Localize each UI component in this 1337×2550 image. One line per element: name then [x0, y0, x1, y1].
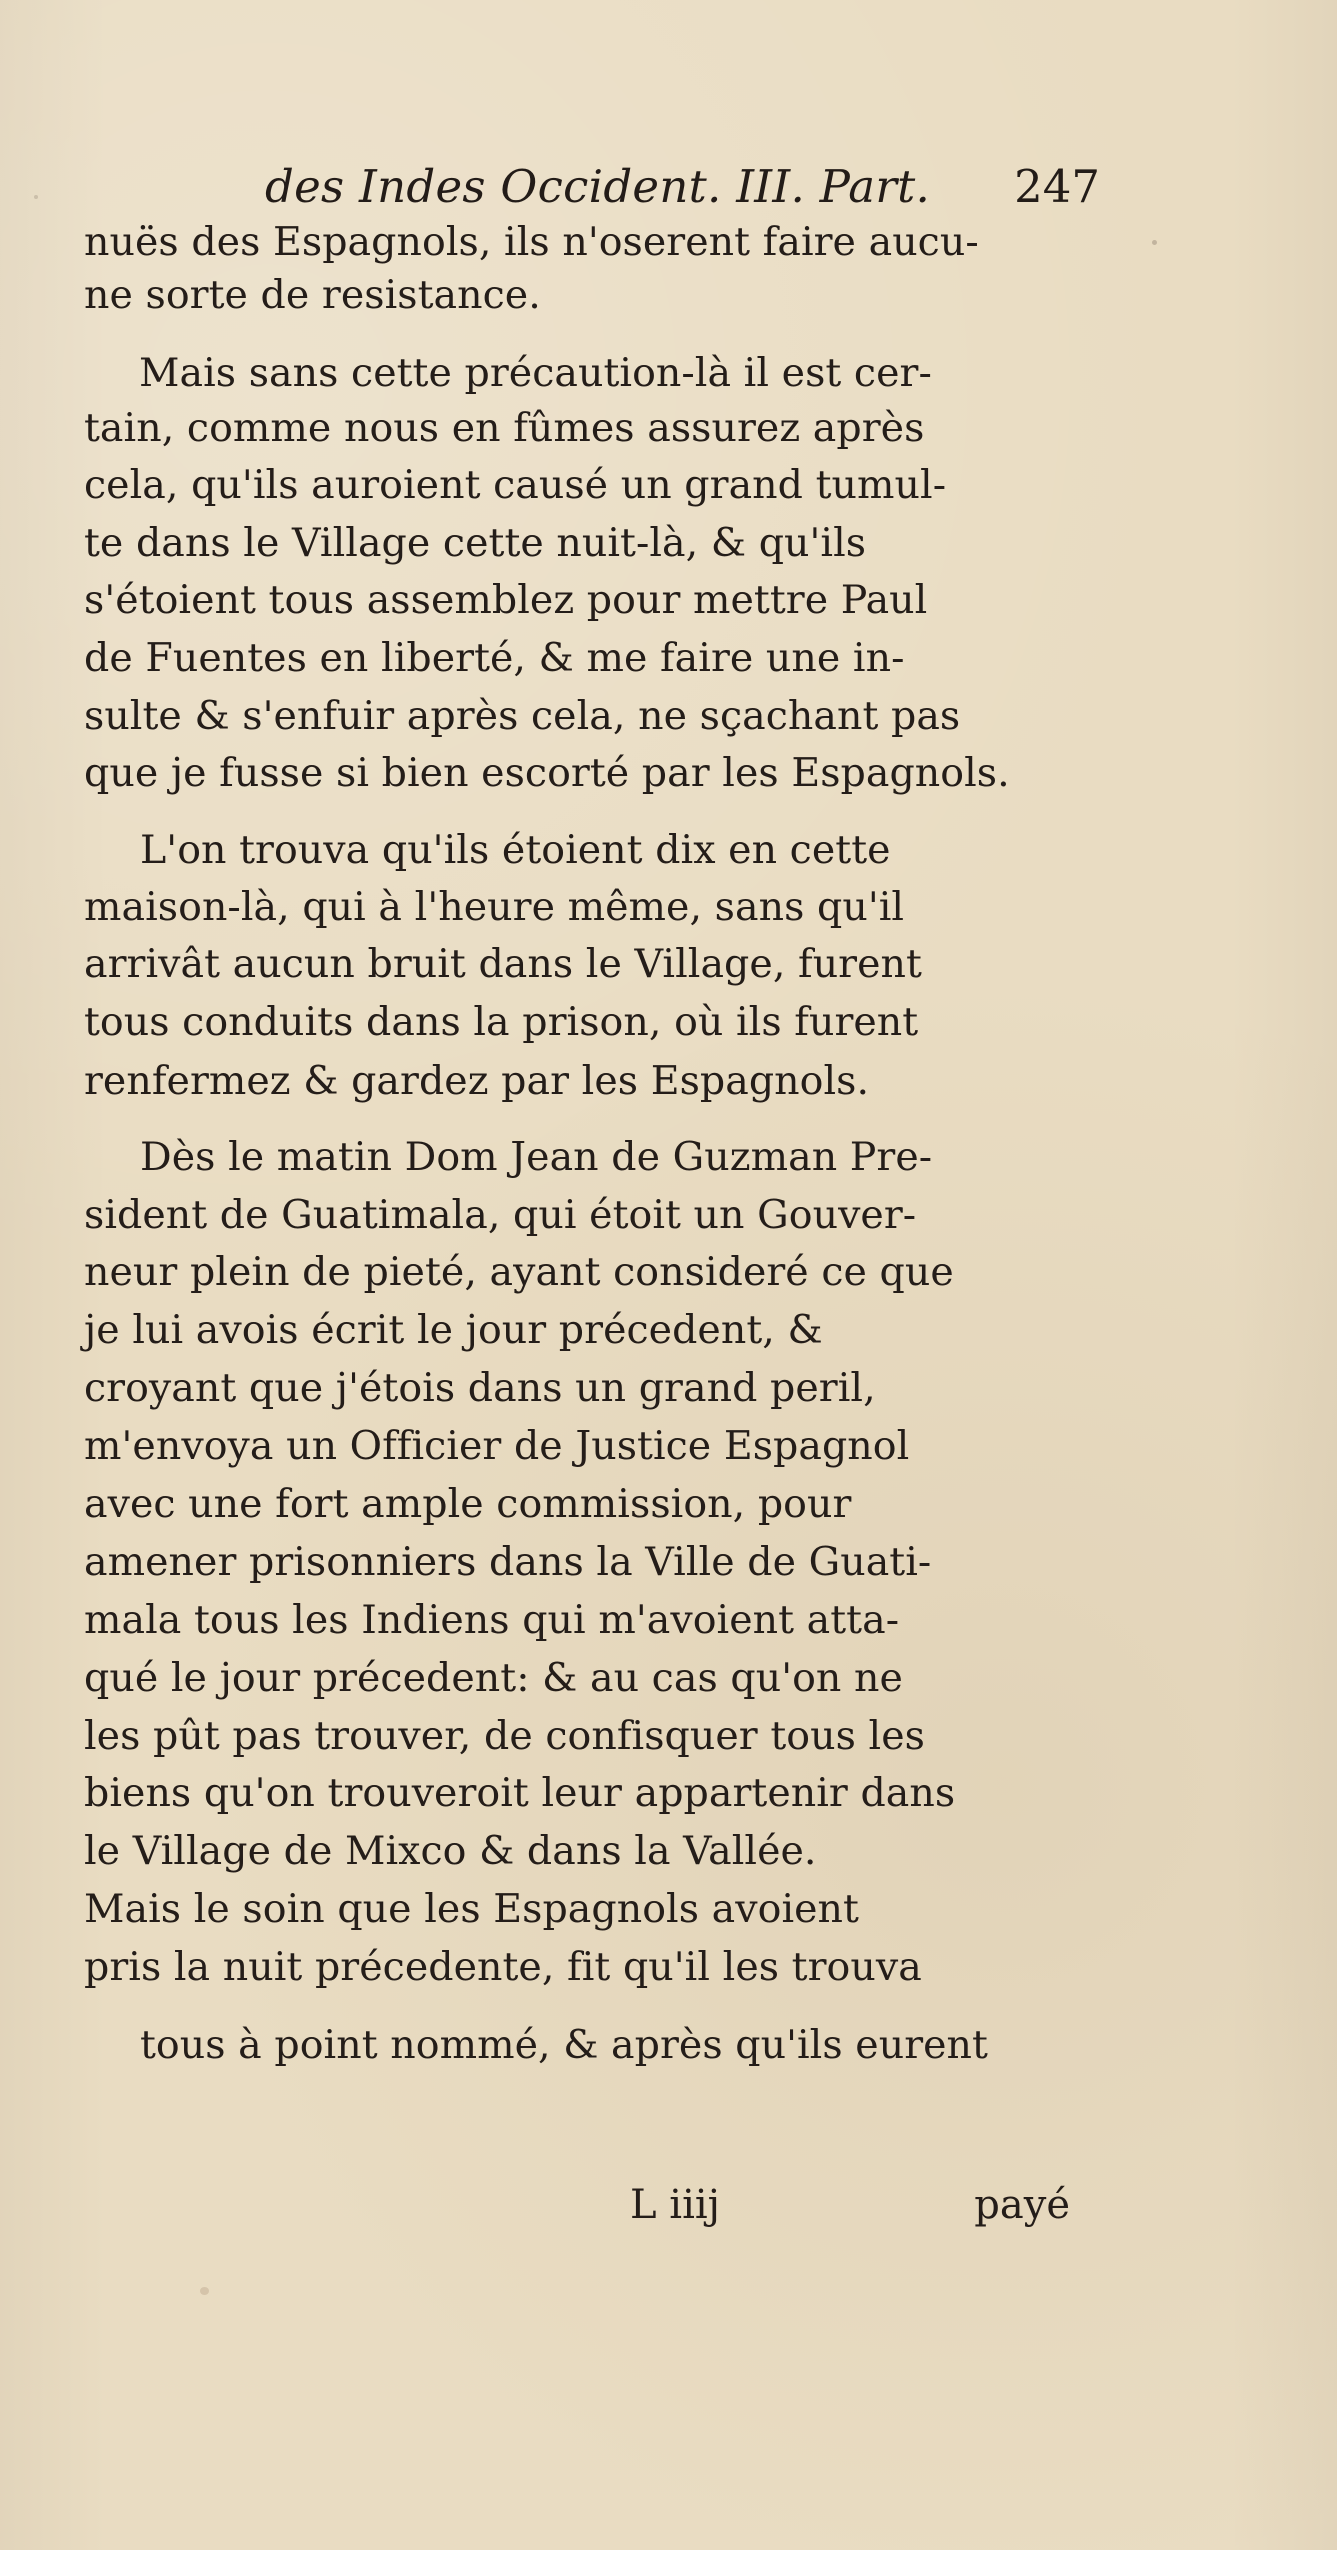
text-line: maison-là, qui à l'heure même, sans qu'il	[84, 884, 905, 930]
text-line: neur plein de pieté, ayant consideré ce que	[84, 1249, 954, 1295]
text-line: les pût pas trouver, de confisquer tous les	[84, 1713, 925, 1759]
page-text	[84, 219, 1064, 2209]
text-line: m'envoya un Officier de Justice Espagnol	[84, 1423, 910, 1469]
text-line: ne sorte de resistance.	[84, 272, 541, 318]
text-line: de Fuentes en liberté, & me faire une in-	[84, 635, 905, 681]
text-line: Dès le matin Dom Jean de Guzman Pre-	[140, 1134, 933, 1180]
text-line: sident de Guatimala, qui étoit un Gouver-	[84, 1192, 917, 1238]
text-line: te dans le Village cette nuit-là, & qu'ils	[84, 520, 867, 566]
page-header	[265, 160, 1115, 220]
page-number: 247	[1014, 160, 1100, 213]
text-line: arrivât aucun bruit dans le Village, furent	[84, 941, 922, 987]
paper-spot	[200, 2287, 209, 2295]
text-line: que je fusse si bien escorté par les Espagnols.	[84, 750, 1010, 796]
text-line: qué le jour précedent: & au cas qu'on ne	[84, 1655, 903, 1701]
text-line: amener prisonniers dans la Ville de Guati-	[84, 1539, 932, 1585]
text-line: mala tous les Indiens qui m'avoient atta-	[84, 1597, 900, 1643]
text-line: pris la nuit précedente, fit qu'il les trouva	[84, 1944, 922, 1990]
text-line: L'on trouva qu'ils étoient dix en cette	[140, 827, 891, 873]
text-line: biens qu'on trouveroit leur appartenir dans	[84, 1770, 956, 1816]
text-line: cela, qu'ils auroient causé un grand tumul-	[84, 462, 947, 508]
catchword: payé	[974, 2182, 1070, 2228]
text-line: Mais sans cette précaution-là il est cer-	[139, 350, 932, 396]
page-footer	[620, 2182, 1070, 2242]
signature-mark: L iiij	[630, 2182, 721, 2228]
text-line: sulte & s'enfuir après cela, ne sçachant pas	[84, 693, 961, 739]
text-line: le Village de Mixco & dans la Vallée.	[84, 1828, 817, 1874]
text-line: renfermez & gardez par les Espagnols.	[84, 1058, 870, 1104]
running-head: des Indes Occident. III. Part.	[265, 160, 931, 213]
text-line: tain, comme nous en fûmes assurez après	[84, 405, 925, 451]
text-line: Mais le soin que les Espagnols avoient	[84, 1886, 859, 1932]
text-line: tous conduits dans la prison, où ils furent	[84, 999, 919, 1045]
paper-spot	[34, 195, 38, 199]
paper-spot	[1152, 240, 1157, 245]
text-line: nuës des Espagnols, ils n'oserent faire aucu-	[84, 219, 979, 265]
text-line: s'étoient tous assemblez pour mettre Paul	[84, 577, 928, 623]
text-line: croyant que j'étois dans un grand peril,	[84, 1365, 876, 1411]
text-line: je lui avois écrit le jour précedent, &	[84, 1307, 823, 1353]
text-line: tous à point nommé, & après qu'ils eurent	[140, 2022, 988, 2068]
text-line: avec une fort ample commission, pour	[84, 1481, 852, 1527]
